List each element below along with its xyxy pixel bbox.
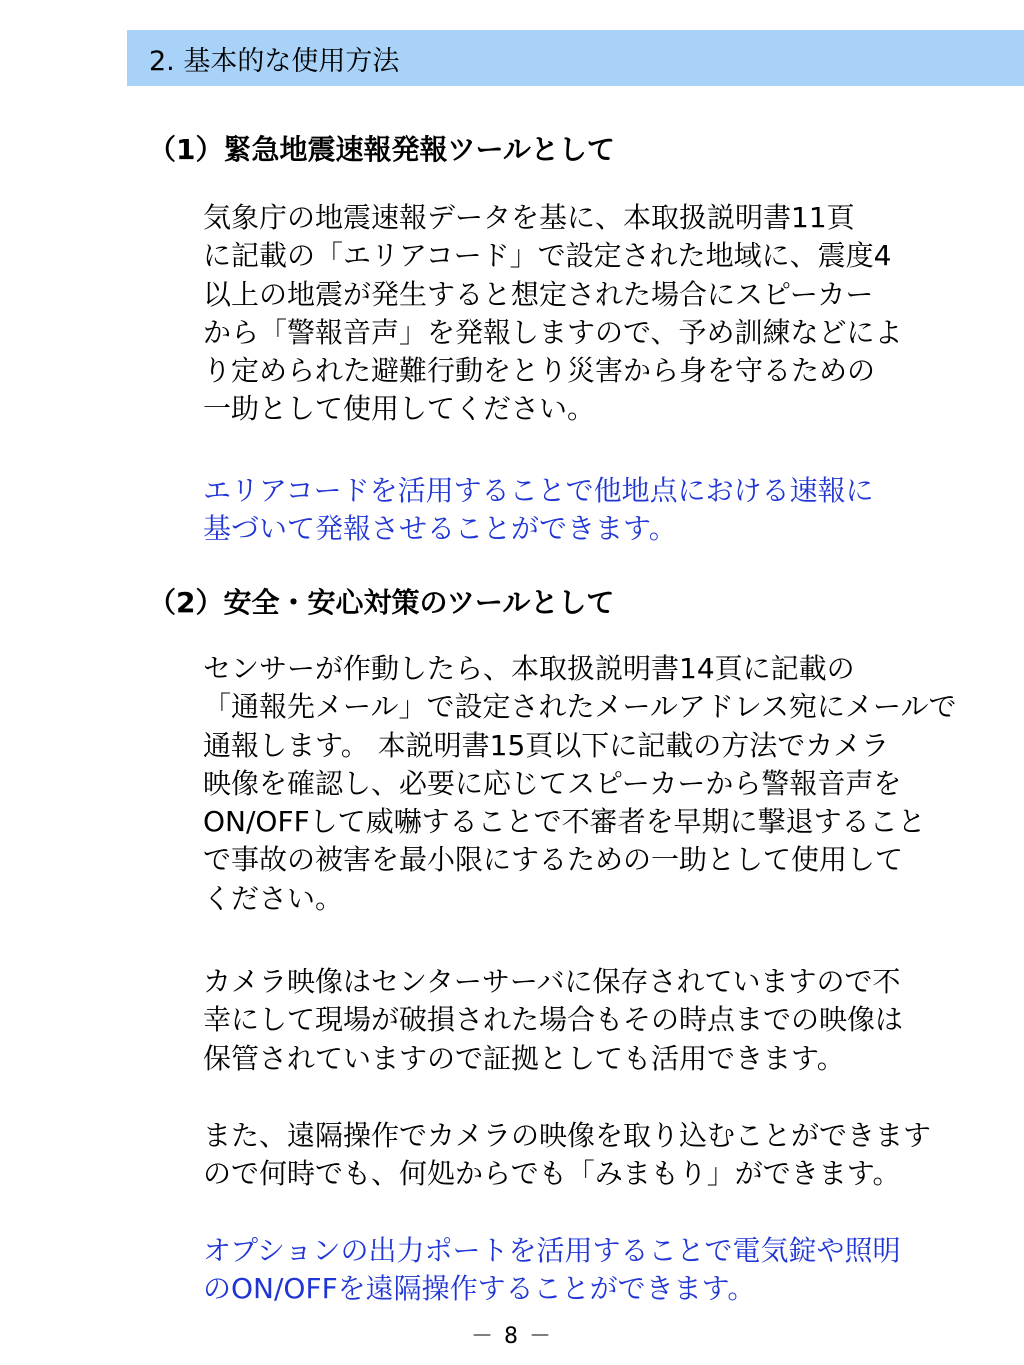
section-title: 2. 基本的な使用方法 bbox=[149, 45, 400, 77]
paragraph-camera-storage bbox=[203, 963, 903, 1078]
note-output-port bbox=[203, 1232, 900, 1309]
text-line: り定められた避難行動をとり災害から身を守るための bbox=[203, 354, 876, 388]
text-line: 「通報先メール」で設定されたメールアドレス宛にメールで bbox=[203, 690, 957, 724]
text-line: オプションの出力ポートを活用することで電気錠や照明 bbox=[203, 1234, 901, 1267]
paragraph-remote-operation bbox=[203, 1117, 931, 1194]
text-line: 一助として使用してください。 bbox=[203, 392, 596, 426]
text-line: のON/OFFを遠隔操作することができます。 bbox=[203, 1272, 756, 1306]
text-line: 映像を確認し、必要に応じてスピーカーから警報音声を bbox=[203, 766, 902, 800]
text-line: エリアコードを活用することで他地点における速報に bbox=[203, 474, 874, 507]
text-line: センサーが作動したら、本取扱説明書14頁に記載の bbox=[203, 652, 855, 685]
text-line: ください。 bbox=[203, 881, 344, 915]
text-line: ので何時でも、何処からでも「みまもり」ができます。 bbox=[203, 1157, 901, 1191]
text-line: 以上の地震が発生すると想定された場合にスピーカー bbox=[203, 277, 874, 311]
text-line: に記載の「エリアコード」で設定された地域に、震度4 bbox=[203, 239, 892, 273]
paragraph-earthquake-alert bbox=[203, 199, 902, 429]
text-line: 幸にして現場が破損された場合もその時点までの映像は bbox=[203, 1003, 904, 1037]
text-line: ON/OFFして威嚇することで不審者を早期に撃退すること bbox=[203, 805, 926, 839]
page-number: － 8 － bbox=[471, 1324, 553, 1349]
text-line: 気象庁の地震速報データを基に、本取扱説明書11頁 bbox=[203, 201, 855, 234]
text-line: また、遠隔操作でカメラの映像を取り込むことができます bbox=[203, 1119, 932, 1152]
text-line: から「警報音声」を発報しますので、予め訓練などによ bbox=[203, 315, 903, 349]
section-header bbox=[127, 30, 1024, 86]
note-area-code bbox=[203, 472, 874, 549]
text-line: 保管されていますので証拠としても活用できます。 bbox=[203, 1041, 845, 1075]
text-line: 基づいて発報させることができます。 bbox=[203, 512, 677, 546]
text-line: 通報します。 本説明書15頁以下に記載の方法でカメラ bbox=[203, 728, 890, 762]
paragraph-sensor-notification bbox=[203, 650, 956, 918]
subsection-heading-2: （2）安全・安心対策のツールとして bbox=[148, 586, 615, 619]
text-line: カメラ映像はセンターサーバに保存されていますので不 bbox=[203, 965, 901, 998]
subsection-heading-1: （1）緊急地震速報発報ツールとして bbox=[148, 133, 615, 166]
text-line: で事故の被害を最小限にするための一助として使用して bbox=[203, 843, 904, 877]
